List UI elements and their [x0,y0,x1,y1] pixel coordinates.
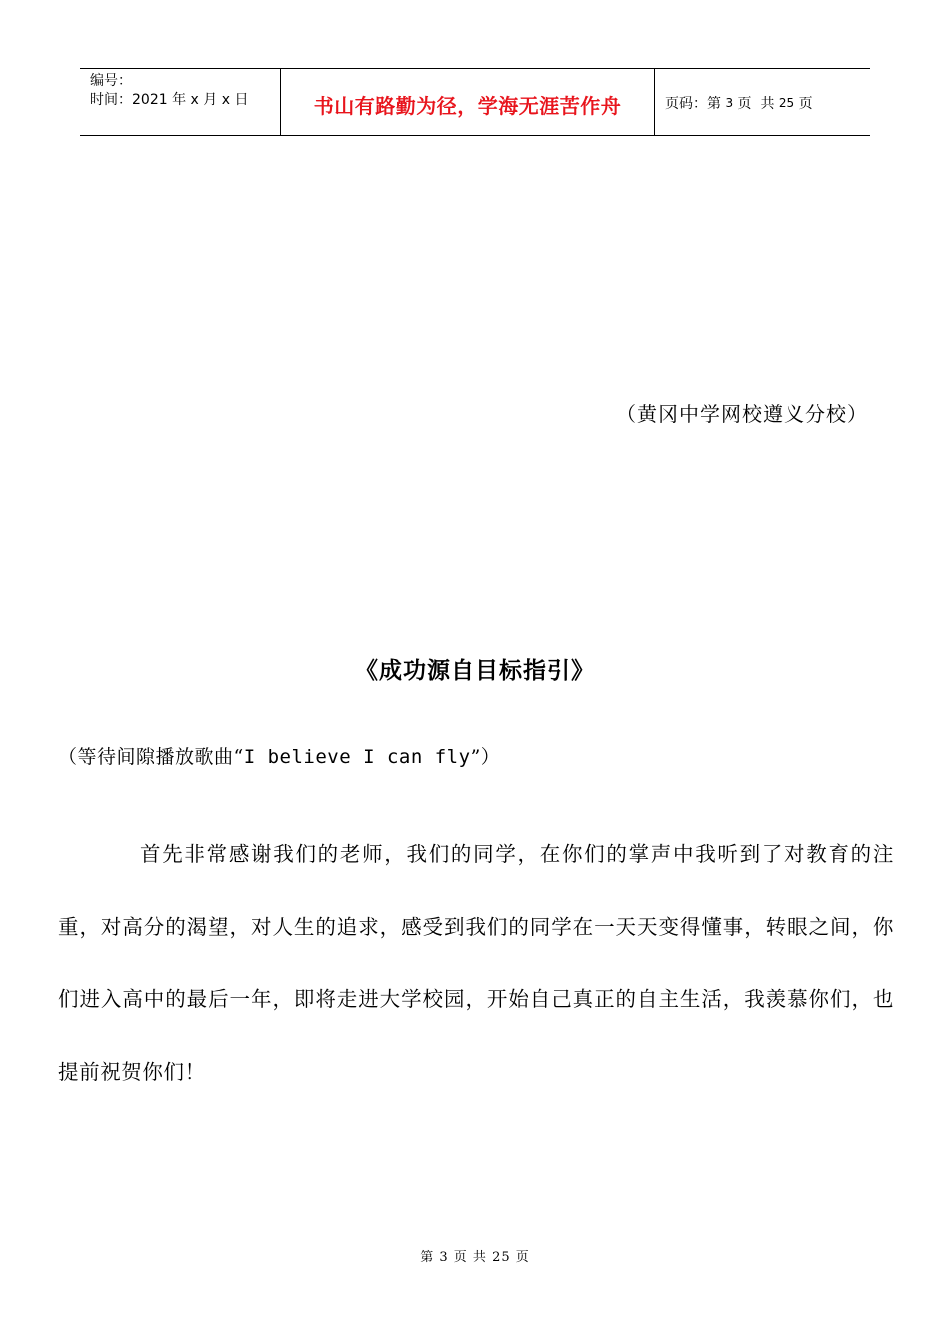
footer-mid: 页 共 [453,1250,487,1265]
page-footer [0,1246,950,1265]
header-motto-cell [281,69,655,135]
page-total-label: 共 [760,96,775,112]
footer-total: 25 [492,1250,511,1265]
footer-current: 3 [439,1250,449,1265]
time-month: x [190,92,199,108]
footer-prefix: 第 [420,1250,435,1265]
song-title: I believe I can fly [243,746,471,768]
time-day: x [221,92,231,108]
code-label: 编号： [90,73,132,89]
time-year: 2021 [132,92,168,108]
song-note [58,742,500,769]
song-note-open: （等待间隙播放歌曲“ [58,746,244,768]
header-page-number [655,69,870,135]
time-day-unit: 日 [234,92,249,108]
page-total-unit: 页 [798,96,813,112]
page-label: 页码：第 [665,96,721,112]
page-unit: 页 [737,96,752,112]
page-current: 3 [725,96,734,110]
school-name: （黄冈中学网校遵义分校） [616,402,868,426]
footer-suffix: 页 [515,1250,530,1265]
song-note-close: ”） [470,746,501,768]
time-month-unit: 月 [203,92,218,108]
time-line [90,91,280,110]
time-label: 时间： [90,92,132,108]
time-year-unit: 年 [172,92,187,108]
page-header [80,68,870,136]
document-title: 《成功源自目标指引》 [355,658,595,684]
page-total: 25 [778,96,795,110]
header-meta [80,69,281,135]
body-paragraph: 首先非常感谢我们的老师，我们的同学，在你们的掌声中我听到了对教育的注重，对高分的渴望，对人生的追求，感受到我们的同学在一天天变得懂事，转眼之间，你们进入高中的最后一年，即将走进大学校园，开始自己真正的自主生活，我羡慕你们，也提前祝贺你们！ [58,842,894,1084]
motto: 书山有路勤为径，学海无涯苦作舟 [313,93,622,118]
